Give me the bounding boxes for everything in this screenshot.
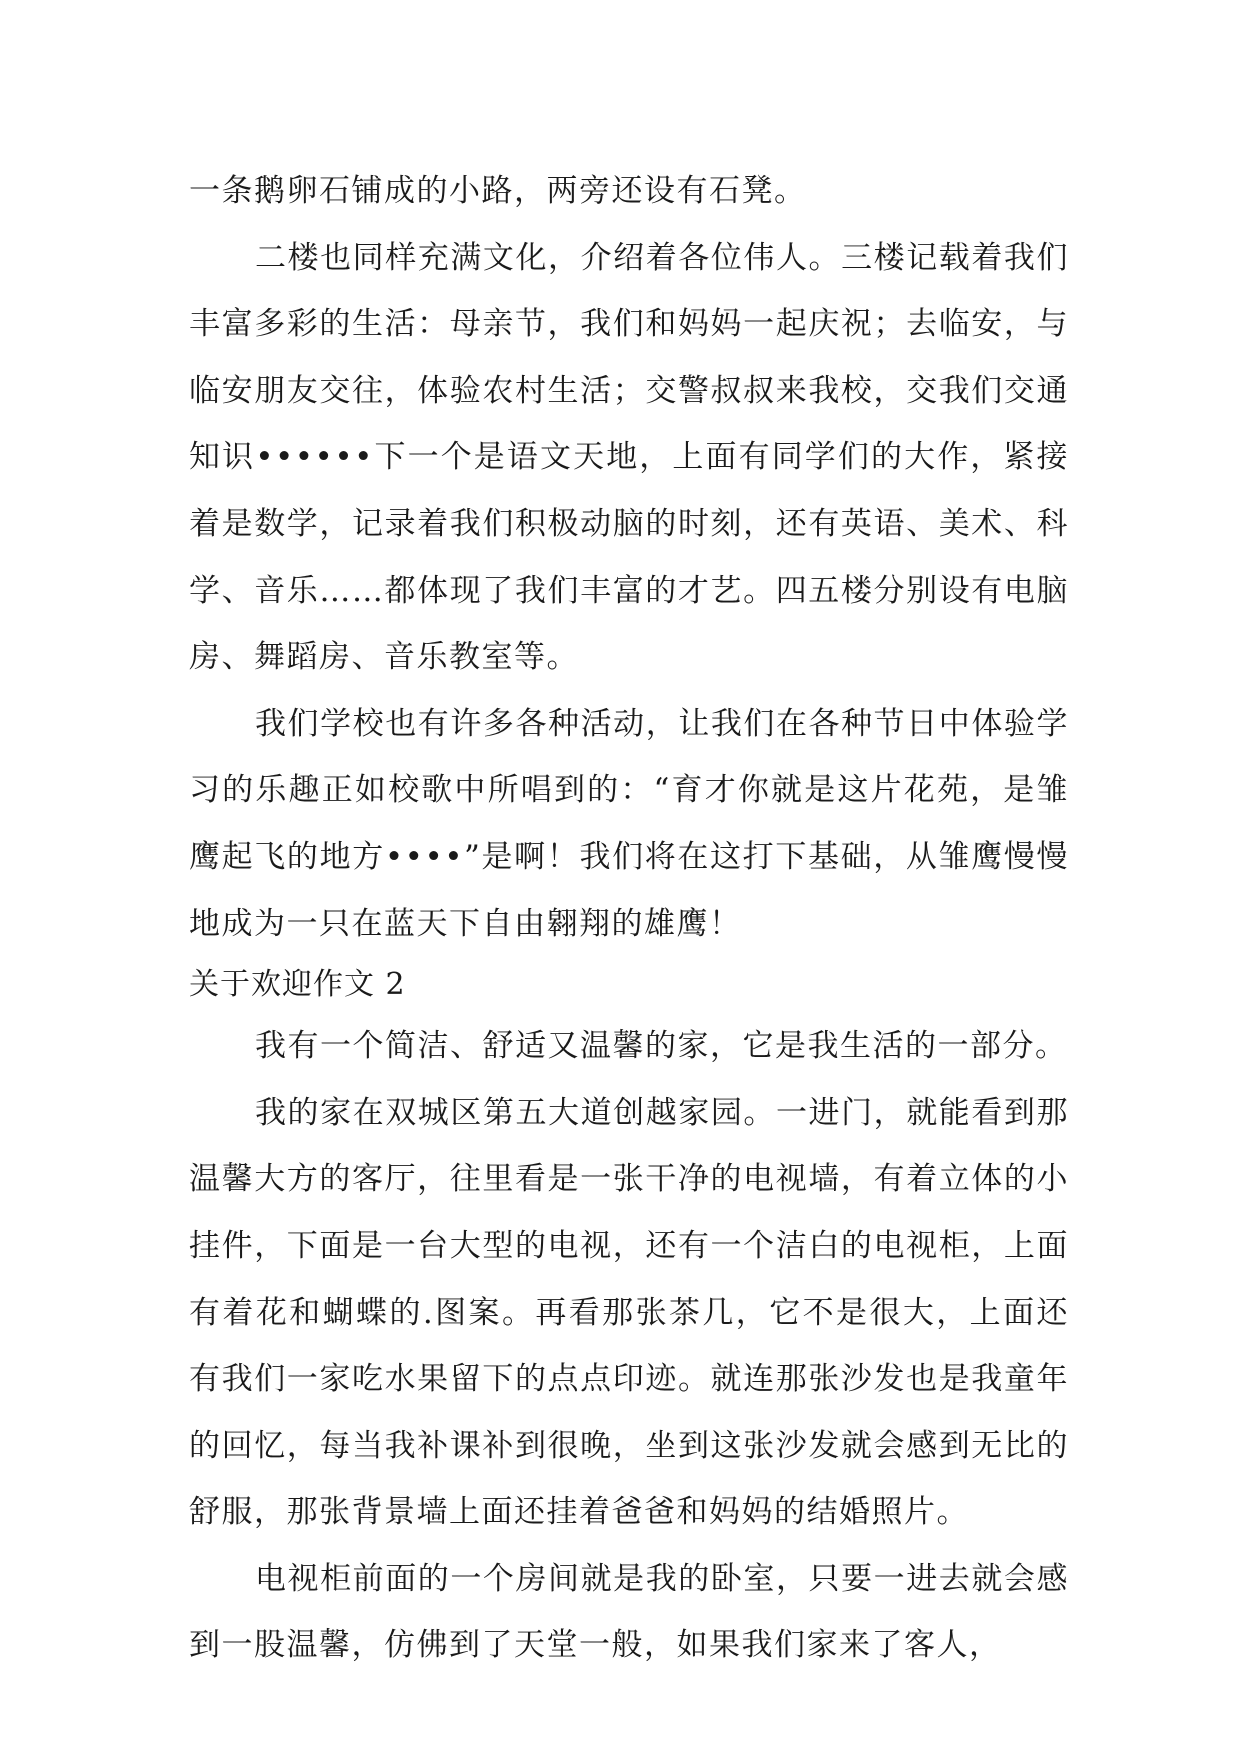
paragraph-school-activities: 我们学校也有许多各种活动，让我们在各种节日中体验学习的乐趣正如校歌中所唱到的：“育才你就是这片花苑，是雏鹰起飞的地方••••”是啊！我们将在这打下基础，从雏鹰慢慢地成为一只在蓝天下自由翱翔的雄鹰！ bbox=[189, 705, 1069, 942]
paragraph-my-home-intro: 我有一个简洁、舒适又温馨的家，它是我生活的一部分。 bbox=[255, 1028, 1068, 1065]
paragraph-floors-description: 二楼也同样充满文化，介绍着各位伟人。三楼记载着我们丰富多彩的生活：母亲节，我们和妈妈一起庆祝；去临安，与临安朋友交往，体验农村生活；交警叔叔来我校，交我们交通知识••••••下一个是语文天地，上面有同学们的大作，紧接着是数学，记录着我们积极动脑的时刻，还有英语、美术、科学、音乐……都体现了我们丰富的才艺。四五楼分别设有电脑房、舞蹈房、音乐教室等。 bbox=[189, 239, 1069, 676]
document-body bbox=[189, 158, 1069, 1679]
paragraph-living-room: 我的家在双城区第五大道创越家园。一进门，就能看到那温馨大方的客厅，往里看是一张干净的电视墙，有着立体的小挂件，下面是一台大型的电视，还有一个洁白的电视柜，上面有着花和蝴蝶的.图案。再看那张茶几，它不是很大，上面还有我们一家吃水果留下的点点印迹。就连那张沙发也是我童年的回忆，每当我补课补到很晚，坐到这张沙发就会感到无比的舒服，那张背景墙上面还挂着爸爸和妈妈的结婚照片。 bbox=[189, 1094, 1069, 1531]
paragraph-cobblestone-path: 一条鹅卵石铺成的小路，两旁还设有石凳。 bbox=[189, 173, 807, 209]
paragraph-bedroom: 电视柜前面的一个房间就是我的卧室，只要一进去就会感到一股温馨，仿佛到了天堂一般，如果我们家来了客人， bbox=[189, 1560, 1069, 1664]
section-title: 关于欢迎作文 2 bbox=[189, 967, 406, 1003]
